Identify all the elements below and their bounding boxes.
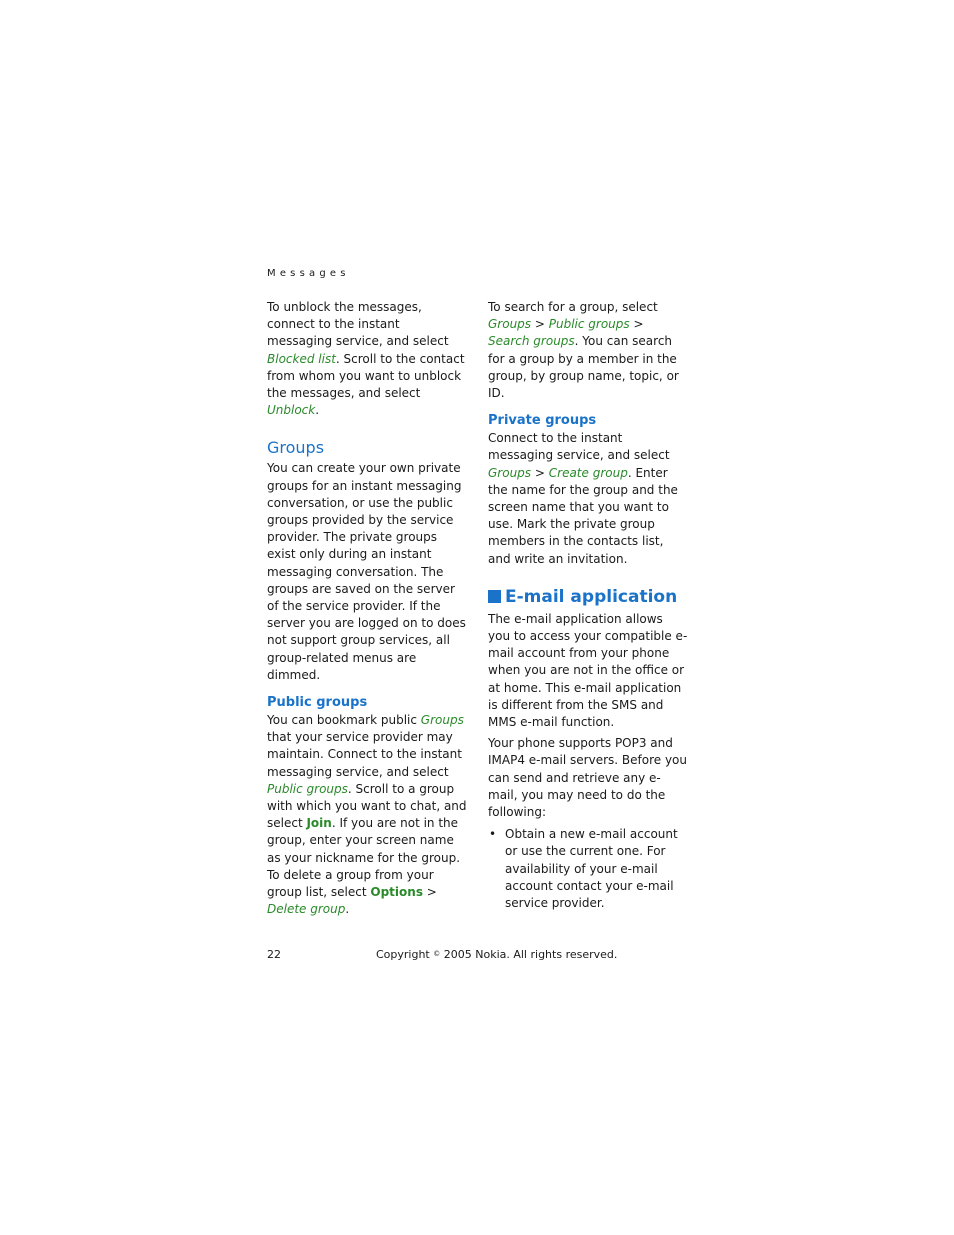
email-application-heading: E-mail application bbox=[488, 586, 688, 608]
bullet-icon: • bbox=[489, 827, 497, 842]
right-column bbox=[488, 299, 688, 912]
public-groups-ref: Public groups bbox=[267, 781, 348, 796]
email-paragraph-1: The e-mail application allows you to access your compatible e-mail account from your phone when you are not in the office or at home. This e-mail application is different from the SMS and MMS e-mail function. bbox=[488, 611, 688, 730]
private-groups-paragraph: Connect to the instant messaging service, and select Groups > Create group. Enter the name for the group and the screen name that you want to use. Mark the private group members in the contacts list, and write an invitation. bbox=[488, 431, 678, 566]
list-item: • Obtain a new e-mail account or use the current one. For availability of your e-mail account contact your e-mail service provider. bbox=[489, 827, 678, 911]
options-key: Options bbox=[370, 885, 423, 900]
search-paragraph: To search for a group, select Groups > Public groups > Search groups. You can search for a group by a member in the group, by group name, topic, or ID. bbox=[488, 300, 679, 401]
public-groups-paragraph: You can bookmark public Groups that your service provider may maintain. Connect to the instant messaging service, and select Public groups. Scroll to a group with which you want to chat, and select Join. If you are not in the group, enter your screen name as your nickname for the group. To delete a group from your group list, select Options > Delete group. bbox=[267, 713, 467, 917]
groups-paragraph: You can create your own private groups for an instant messaging conversation, or use the public groups provided by the service provider. The private groups exist only during an instant messaging conversation. The groups are saved on the server of the service provider. If the server you are logged on to does not support group services, all group-related menus are dimmed. bbox=[267, 461, 466, 682]
create-group-ref: Create group bbox=[548, 465, 628, 480]
groups-ref: Groups bbox=[420, 713, 464, 728]
page-number: 22 bbox=[267, 948, 281, 961]
copyright-notice: Copyright © 2005 Nokia. All rights reserved. bbox=[376, 948, 618, 961]
unblock-link: Unblock bbox=[267, 403, 316, 418]
groups-heading: Groups bbox=[267, 438, 325, 458]
groups-ref: Groups bbox=[488, 317, 532, 332]
public-groups-ref: Public groups bbox=[548, 317, 630, 332]
join-key: Join bbox=[306, 816, 332, 831]
email-steps-list bbox=[488, 826, 688, 912]
search-groups-ref: Search groups bbox=[488, 334, 575, 349]
running-head: Messages bbox=[267, 268, 350, 279]
private-groups-heading: Private groups bbox=[488, 413, 597, 429]
unblock-paragraph: To unblock the messages, connect to the instant messaging service, and select Blocked list. Scroll to the contact from whom you want to unblock the messages, and select Unblock. bbox=[267, 300, 465, 418]
email-paragraph-2: Your phone supports POP3 and IMAP4 e-mail servers. Before you can send and retrieve any e-mail, you may need to do the following: bbox=[488, 736, 687, 820]
public-groups-heading: Public groups bbox=[267, 695, 368, 711]
delete-group-ref: Delete group bbox=[267, 902, 346, 917]
groups-ref: Groups bbox=[488, 465, 532, 480]
section-square-icon bbox=[488, 590, 501, 603]
blocked-list-link: Blocked list bbox=[267, 351, 336, 366]
left-column bbox=[267, 299, 467, 919]
copyright-symbol: © bbox=[433, 950, 441, 958]
